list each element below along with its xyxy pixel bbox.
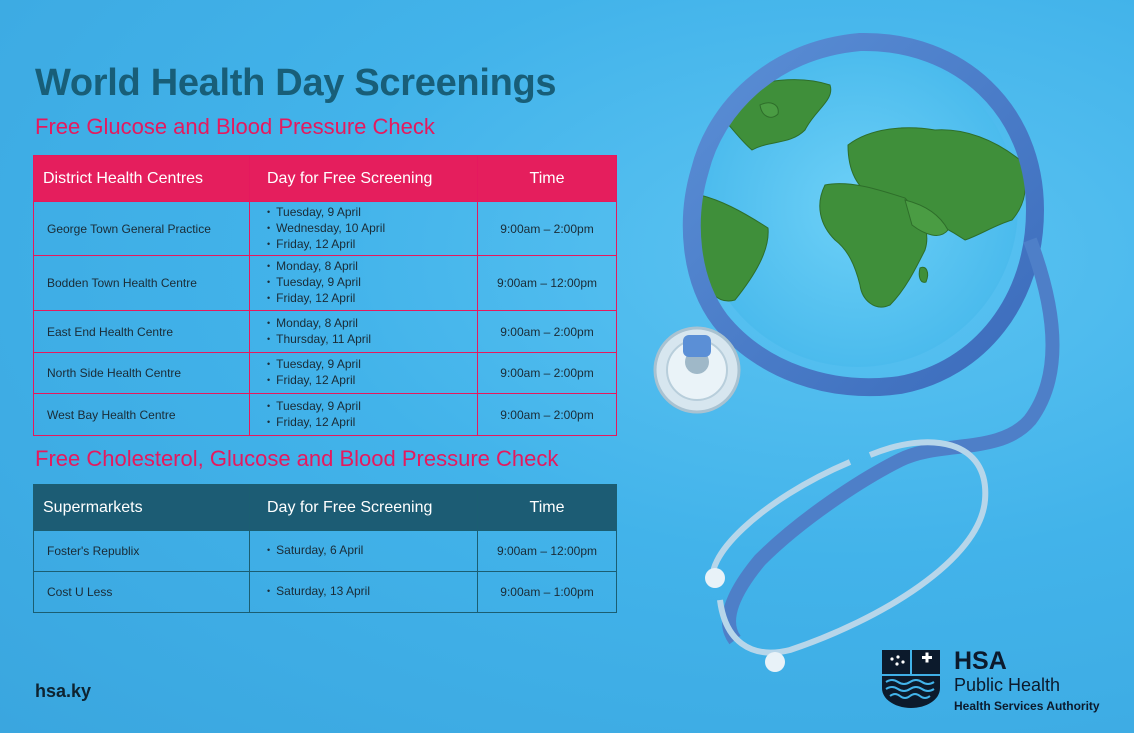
location-cell: Bodden Town Health Centre (34, 256, 250, 311)
binaural-tube (720, 442, 985, 652)
days-cell (250, 353, 478, 394)
table-row (34, 531, 617, 572)
location-cell: West Bay Health Centre (34, 394, 250, 436)
column-header: Time (478, 156, 617, 202)
column-header: District Health Centres (34, 156, 250, 202)
table-row (34, 256, 617, 311)
supermarkets-table (33, 484, 617, 613)
logo-abbr: HSA (954, 647, 1007, 675)
day-item: • Wednesday, 10 April (267, 221, 476, 237)
time-cell: 9:00am – 1:00pm (478, 572, 617, 613)
day-item: • Monday, 8 April (267, 259, 476, 275)
day-item: • Tuesday, 9 April (267, 399, 476, 415)
day-item: • Saturday, 13 April (267, 584, 476, 600)
days-cell (250, 572, 478, 613)
location-cell: Foster's Republix (34, 531, 250, 572)
logo-line2: Health Services Authority (954, 699, 1100, 713)
day-item: • Saturday, 6 April (267, 543, 476, 559)
days-cell (250, 311, 478, 353)
column-header: Day for Free Screening (250, 485, 478, 531)
time-cell: 9:00am – 2:00pm (478, 202, 617, 256)
location-cell: Cost U Less (34, 572, 250, 613)
website-link[interactable]: hsa.ky (35, 681, 92, 701)
day-item: • Friday, 12 April (267, 291, 476, 307)
days-cell (250, 256, 478, 311)
days-cell (250, 202, 478, 256)
day-item: • Friday, 12 April (267, 373, 476, 389)
days-cell (250, 531, 478, 572)
logo-line1: Public Health (954, 675, 1061, 695)
table-row (34, 353, 617, 394)
day-item: • Tuesday, 9 April (267, 357, 476, 373)
location-cell: George Town General Practice (34, 202, 250, 256)
ear-tip-icon (765, 652, 785, 672)
day-item: • Thursday, 11 April (267, 332, 476, 348)
time-cell: 9:00am – 2:00pm (478, 394, 617, 436)
hsa-shield-icon (880, 648, 942, 710)
column-header: Day for Free Screening (250, 156, 478, 202)
table-row (34, 572, 617, 613)
days-cell (250, 394, 478, 436)
table-row (34, 311, 617, 353)
day-item: • Friday, 12 April (267, 237, 476, 253)
ear-tip-icon (705, 568, 725, 588)
time-cell: 9:00am – 12:00pm (478, 256, 617, 311)
page-title: World Health Day Screenings (35, 62, 557, 104)
day-item: • Monday, 8 April (267, 316, 476, 332)
column-header: Supermarkets (34, 485, 250, 531)
time-cell: 9:00am – 12:00pm (478, 531, 617, 572)
time-cell: 9:00am – 2:00pm (478, 311, 617, 353)
column-header: Time (478, 485, 617, 531)
hsa-logo (880, 648, 1130, 718)
section2-heading: Free Cholesterol, Glucose and Blood Pressure Check (35, 446, 559, 471)
location-cell: North Side Health Centre (34, 353, 250, 394)
section1-heading: Free Glucose and Blood Pressure Check (35, 114, 435, 139)
health-centres-table (33, 155, 617, 436)
table-row (34, 394, 617, 436)
day-item: • Tuesday, 9 April (267, 205, 476, 221)
location-cell: East End Health Centre (34, 311, 250, 353)
day-item: • Friday, 12 April (267, 415, 476, 431)
time-cell: 9:00am – 2:00pm (478, 353, 617, 394)
table-row (34, 202, 617, 256)
day-item: • Tuesday, 9 April (267, 275, 476, 291)
